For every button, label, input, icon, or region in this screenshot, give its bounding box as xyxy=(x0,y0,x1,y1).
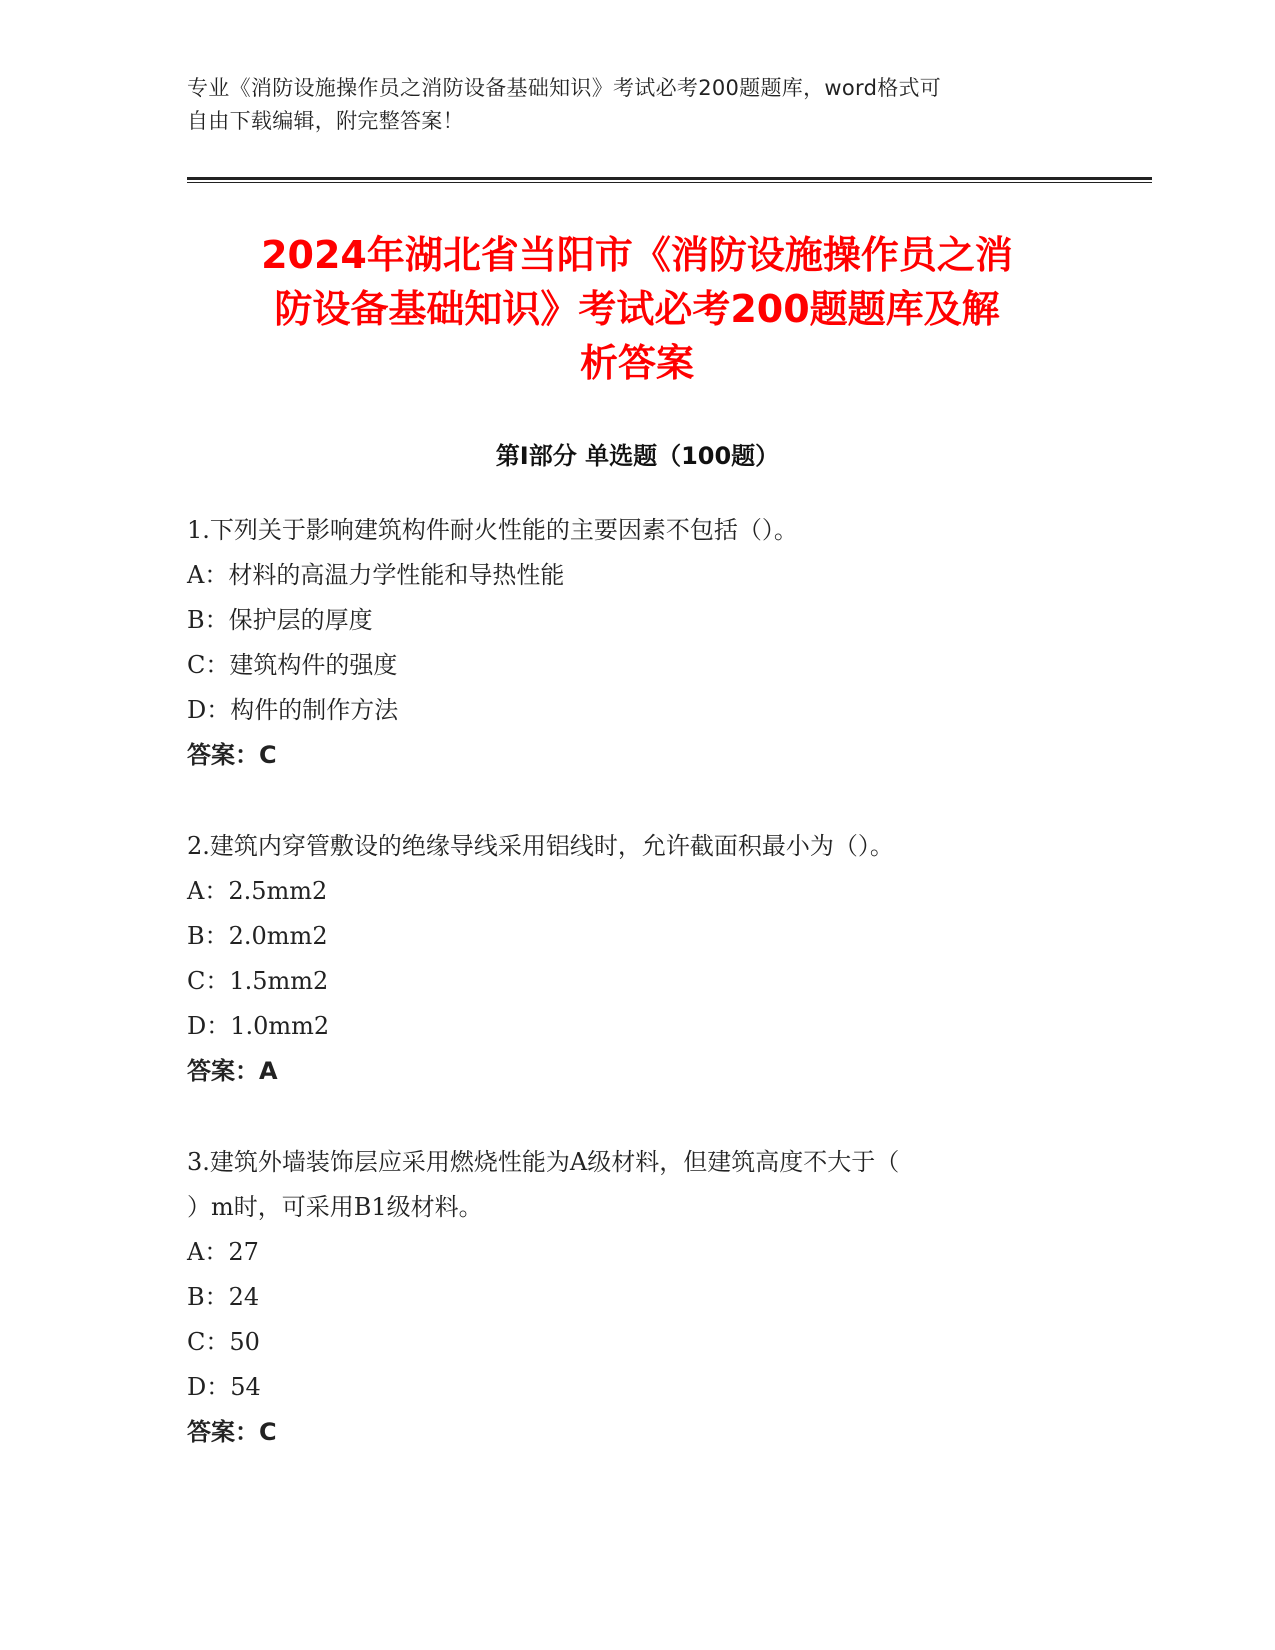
question-stem-line-1: 3.建筑外墙装饰层应采用燃烧性能为A级材料，但建筑高度不大于（ xyxy=(187,1148,900,1176)
header-note xyxy=(187,72,1067,138)
question-stem: 1.下列关于影响建筑构件耐火性能的主要因素不包括（）。 xyxy=(187,516,798,544)
option-b: B：2.0mm2 xyxy=(187,922,328,950)
option-c: C：50 xyxy=(187,1328,260,1356)
header-divider-thick xyxy=(187,177,1152,180)
title-line-2: 防设备基础知识》考试必考200题题库及解 xyxy=(274,287,1000,331)
header-note-line-1: 专业《消防设施操作员之消防设备基础知识》考试必考200题题库，word格式可 xyxy=(187,76,942,100)
question-2 xyxy=(187,824,1087,1094)
option-d: D：54 xyxy=(187,1373,261,1401)
question-1 xyxy=(187,508,1087,778)
option-c: C：1.5mm2 xyxy=(187,967,329,995)
option-c: C：建筑构件的强度 xyxy=(187,651,398,679)
option-a: A：27 xyxy=(187,1238,259,1266)
option-a: A：材料的高温力学性能和导热性能 xyxy=(187,561,565,589)
title-line-3: 析答案 xyxy=(579,341,694,385)
option-a: A：2.5mm2 xyxy=(187,877,328,905)
option-b: B：保护层的厚度 xyxy=(187,606,373,634)
document-title xyxy=(137,228,1137,390)
question-stem: 2.建筑内穿管敷设的绝缘导线采用铝线时，允许截面积最小为（）。 xyxy=(187,832,894,860)
option-d: D：1.0mm2 xyxy=(187,1012,330,1040)
header-note-line-2: 自由下载编辑，附完整答案！ xyxy=(187,109,464,133)
section-heading: 第Ⅰ部分 单选题（100题） xyxy=(495,442,780,470)
answer-line: 答案：A xyxy=(187,1057,278,1085)
option-b: B：24 xyxy=(187,1283,260,1311)
option-d: D：构件的制作方法 xyxy=(187,696,399,724)
question-stem-line-2: ）m时，可采用B1级材料。 xyxy=(187,1193,483,1221)
question-3 xyxy=(187,1140,1087,1455)
title-line-1: 2024年湖北省当阳市《消防设施操作员之消 xyxy=(261,233,1013,277)
header-divider-thin xyxy=(187,182,1152,183)
answer-line: 答案：C xyxy=(187,741,277,769)
answer-line: 答案：C xyxy=(187,1418,277,1446)
